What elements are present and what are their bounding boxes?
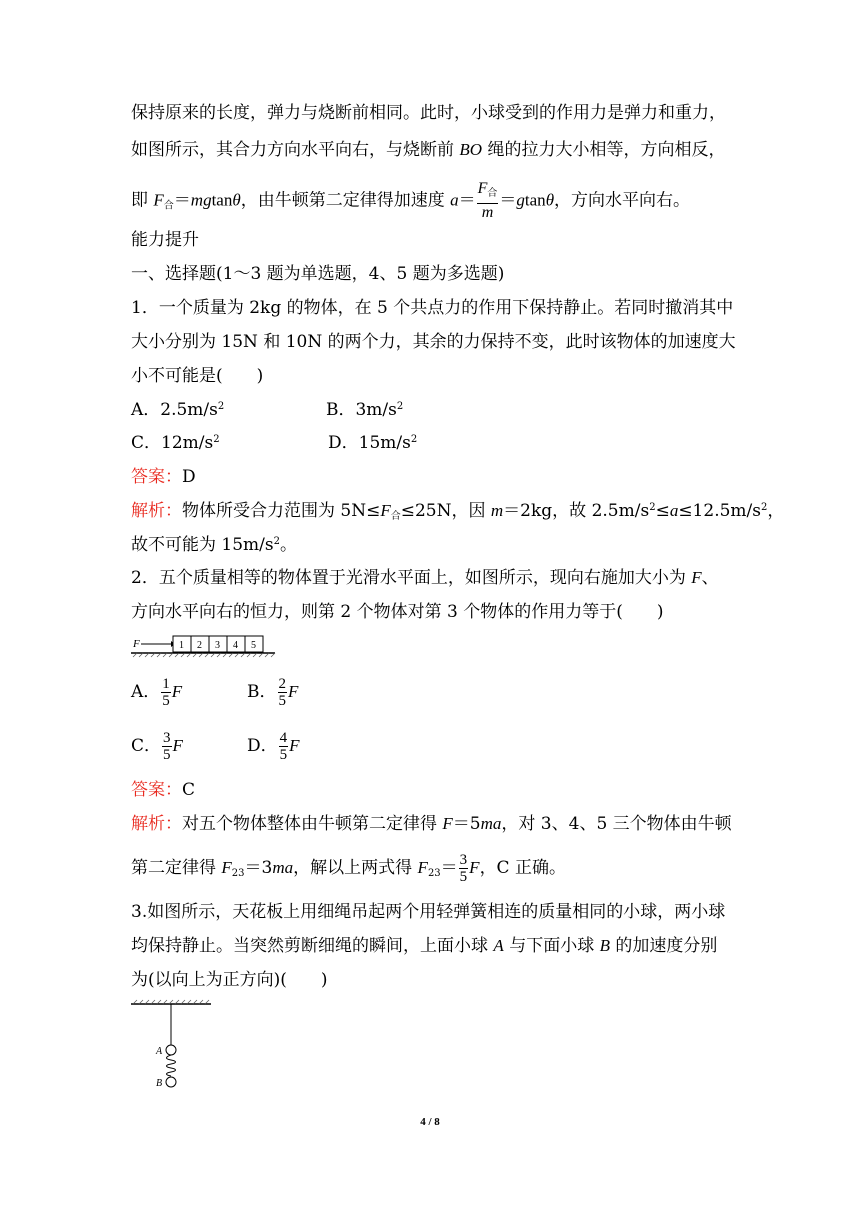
- answer-value: C: [182, 780, 196, 800]
- text-span: 物体所受合力范围为 5N≤: [182, 501, 381, 521]
- answer-line: [131, 466, 196, 488]
- fraction-numerator: F: [477, 180, 488, 197]
- subscript: 合: [487, 188, 498, 199]
- fraction-numerator: 1: [162, 676, 170, 692]
- math-var: m: [490, 501, 504, 520]
- answer-value: D: [182, 467, 196, 487]
- math-var: ma: [272, 858, 294, 877]
- text-span: 第二定律得: [131, 858, 222, 878]
- text-span: 绳的拉力大小相等，方向相反，: [482, 140, 726, 160]
- math-var: A: [493, 936, 504, 955]
- question-2-line: [131, 567, 719, 589]
- ball-a: [166, 1045, 176, 1055]
- blocks-figure: [131, 634, 276, 660]
- text-span: 2．五个质量相等的物体置于光滑水平面上，如图所示，现向右施加大小为: [131, 568, 692, 588]
- fraction: [477, 180, 499, 222]
- superscript: 2: [760, 502, 768, 513]
- section-heading: 能力提升: [131, 230, 199, 250]
- option-c[interactable]: [131, 730, 183, 763]
- analysis-label: 解析：: [131, 814, 182, 834]
- math-var: mg: [190, 190, 212, 210]
- fraction-denominator: 5: [163, 747, 171, 763]
- text-span: ＝2kg，故 2.5m/s: [503, 501, 650, 521]
- question-1-line: 1．一个质量为 2kg 的物体，在 5 个共点力的作用下保持静止。若同时撤消其中: [131, 298, 734, 318]
- fraction-denominator: 5: [162, 693, 170, 709]
- text-span: ，由牛顿第二定律得加速度: [240, 190, 451, 211]
- page-number: 4 / 8: [420, 1116, 440, 1128]
- text-span: ＝: [440, 858, 458, 878]
- block-label: 2: [197, 640, 202, 651]
- text-span: ，C 正确。: [479, 858, 566, 878]
- analysis-line: [131, 500, 784, 528]
- superscript: 2: [213, 434, 220, 445]
- question-1-line: 小不可能是( ): [131, 366, 264, 386]
- superscript: 2: [410, 434, 418, 445]
- math-var: F: [172, 736, 183, 755]
- fraction-denominator: 5: [278, 693, 286, 709]
- option-d[interactable]: [247, 730, 300, 763]
- option-label: B．: [247, 682, 277, 702]
- answer-label: 答案：: [131, 467, 182, 487]
- option-label: A．: [131, 682, 161, 702]
- subscript: 合: [390, 511, 401, 522]
- option-label: C．: [131, 736, 162, 756]
- math-var: F: [380, 501, 391, 520]
- option-text: A．2.5m/s: [131, 400, 218, 420]
- math-var: F: [691, 568, 702, 587]
- analysis-line: [131, 534, 297, 556]
- ball-b-label: B: [156, 1078, 163, 1089]
- fraction-numerator: 3: [459, 852, 468, 868]
- question-1-line: 大小分别为 15N 和 10N 的两个力，其余的力保持不变，此时该物体的加速度大: [131, 332, 736, 352]
- text-line: [131, 139, 725, 161]
- text-span: 。: [279, 535, 297, 555]
- fraction-denominator: m: [481, 204, 494, 221]
- text-span: ≤25N，因: [400, 501, 491, 521]
- ball-a-label: A: [156, 1046, 163, 1057]
- math-var: F: [469, 858, 480, 877]
- fraction: [278, 676, 288, 709]
- formula-line: [131, 180, 690, 222]
- fraction: [279, 730, 289, 763]
- math-var: θ: [545, 190, 555, 210]
- question-2-line: 方向水平向右的恒力，则第 2 个物体对第 3 个物体的作用力等于( ): [131, 602, 664, 622]
- block-label: 1: [179, 640, 184, 651]
- analysis-line: [131, 813, 732, 835]
- analysis-label: 解析：: [131, 501, 182, 521]
- text-span: ＝: [173, 190, 191, 211]
- option-a[interactable]: [131, 676, 182, 709]
- fraction: [459, 852, 469, 885]
- text-span: tan: [524, 190, 546, 210]
- text-span: 与下面小球: [503, 936, 600, 956]
- math-var: F: [171, 682, 183, 701]
- math-var: g: [516, 190, 525, 210]
- analysis-line: [131, 852, 566, 885]
- spring-figure: [131, 998, 213, 1094]
- block-label: 4: [233, 640, 238, 651]
- fraction-denominator: 5: [279, 747, 288, 763]
- superscript: 2: [217, 401, 225, 412]
- subscript: 合: [163, 200, 174, 212]
- option-d[interactable]: [328, 432, 417, 454]
- math-var: F: [417, 858, 428, 877]
- ball-b: [166, 1077, 176, 1087]
- fraction: [162, 730, 172, 763]
- fraction-numerator: 2: [278, 676, 286, 692]
- block-label: 5: [251, 640, 256, 651]
- text-span: 的加速度分别: [610, 936, 718, 956]
- text-span: 、: [701, 568, 719, 588]
- math-var: F: [289, 736, 300, 755]
- text-span: ≤: [655, 501, 670, 521]
- text-span: ，方向水平向右。: [554, 190, 691, 211]
- superscript: 2: [649, 502, 656, 513]
- fraction-numerator: 3: [163, 730, 171, 746]
- text-span: ≤12.5m/s: [678, 501, 761, 521]
- spring-coil: [167, 1055, 176, 1076]
- text-span: ，: [767, 501, 785, 521]
- math-var: BO: [459, 140, 483, 159]
- superscript: 2: [273, 536, 280, 547]
- option-b[interactable]: [247, 676, 298, 709]
- block-label: 3: [215, 640, 220, 651]
- math-var: ma: [480, 814, 502, 833]
- question-3-line: [131, 935, 717, 957]
- text-span: 如图所示，其合力方向水平向右，与烧断前: [131, 140, 460, 160]
- text-span: ，对 3、4、5 三个物体由牛顿: [501, 814, 732, 834]
- math-var: B: [599, 936, 610, 955]
- question-3-line: 3.如图所示，天花板上用细绳吊起两个用轻弹簧相连的质量相同的小球，两小球: [131, 902, 726, 922]
- text-span: ＝: [499, 190, 517, 211]
- section-subheading: 一、选择题(1～3 题为单选题，4、5 题为多选题): [131, 264, 505, 284]
- text-line: 保持原来的长度，弹力与烧断前相同。此时，小球受到的作用力是弹力和重力，: [131, 103, 726, 123]
- math-var: F: [442, 814, 453, 833]
- text-span: 对五个物体整体由牛顿第二定律得: [182, 814, 443, 834]
- answer-line: [131, 779, 195, 801]
- fraction-denominator: 5: [459, 869, 468, 885]
- option-text: D．15m/s: [328, 433, 411, 453]
- fraction: [161, 676, 171, 709]
- text-span: ，解以上两式得: [293, 858, 418, 878]
- option-text: B．3m/s: [326, 400, 397, 420]
- option-c[interactable]: [131, 432, 220, 454]
- option-text: C．12m/s: [131, 433, 214, 453]
- blocks: [173, 636, 263, 652]
- text-span: 均保持静止。当突然剪断细绳的瞬间，上面小球: [131, 936, 494, 956]
- option-b[interactable]: [326, 399, 403, 421]
- force-label: F: [133, 638, 140, 650]
- text-span: 即: [131, 190, 154, 211]
- text-span: tan: [211, 190, 233, 210]
- subscript: 23: [427, 868, 441, 879]
- option-label: D．: [247, 736, 278, 756]
- text-span: ＝3: [244, 858, 273, 878]
- math-var: F: [221, 858, 232, 877]
- question-3-line: 为(以向上为正方向)( ): [131, 970, 328, 990]
- math-var: F: [153, 190, 164, 210]
- math-var: a: [669, 501, 679, 520]
- math-var: θ: [232, 190, 241, 210]
- option-a[interactable]: [131, 399, 224, 421]
- superscript: 2: [396, 401, 404, 412]
- text-span: ＝: [458, 190, 476, 211]
- math-var: F: [288, 682, 299, 701]
- subscript: 23: [231, 868, 245, 879]
- answer-label: 答案：: [131, 780, 182, 800]
- math-var: a: [450, 190, 459, 210]
- text-span: ＝5: [452, 814, 481, 834]
- fraction-numerator: 4: [279, 730, 288, 746]
- text-span: 故不可能为 15m/s: [131, 535, 274, 555]
